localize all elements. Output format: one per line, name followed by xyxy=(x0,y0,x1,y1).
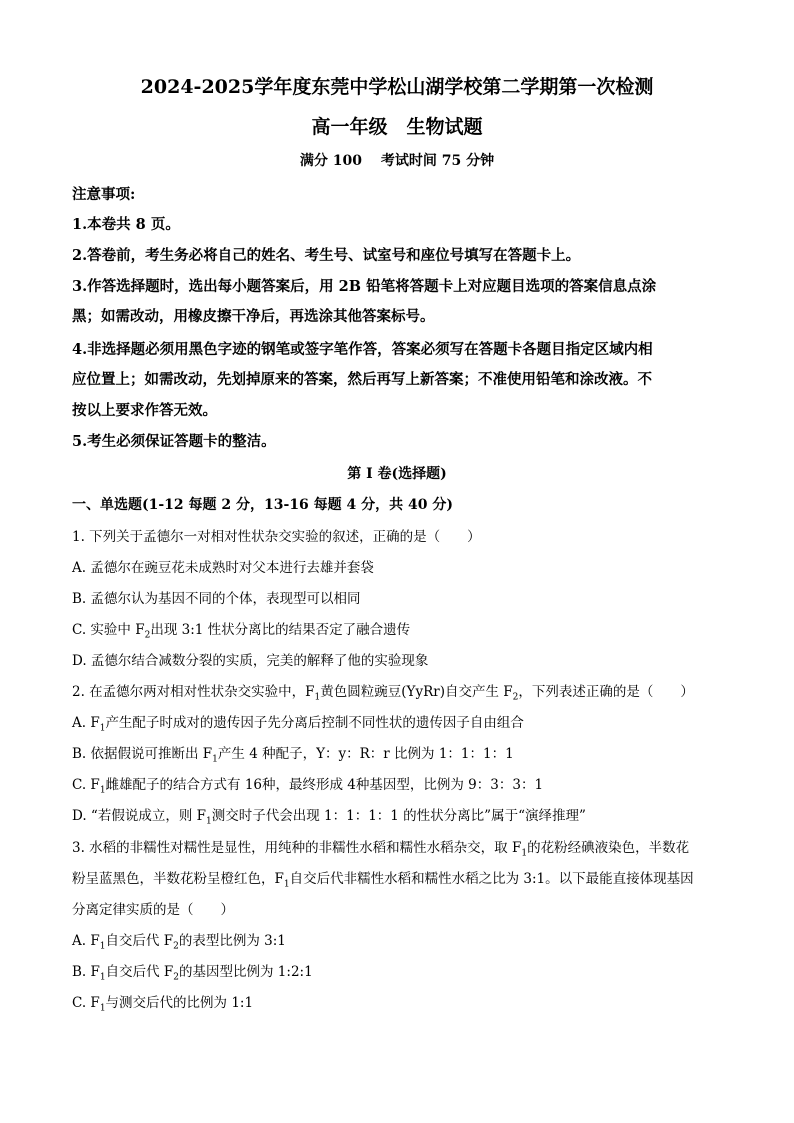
notice-line: 3.作答选择题时，选出每小题答案后，用 2B 铅笔将答题卡上对应题目选项的答案信息点涂 xyxy=(72,278,657,295)
question-2-option-a: A. $F_1$产生配子时成对的遗传因子先分离后控制不同性状的遗传因子自由组合 xyxy=(72,715,524,734)
question-3-option-a: A. $F_1$自交后代 $F_2$的表型比例为 3:1 xyxy=(72,933,286,952)
question-2-stem: 2. 在孟德尔两对相对性状杂交实验中，$F_1$黄色圆粒豌豆(YyRr)自交产生 $F_2$，下列表述正确的是（ ） xyxy=(72,684,694,703)
question-3-stem-line: 分离定律实质的是（ ） xyxy=(72,902,234,918)
section-title: 第 I 卷(选择题) xyxy=(347,466,447,482)
question-2-option-c: C. $F_1$雌雄配子的结合方式有 16种，最终形成 4种基因型，比例为 9：3：3：1 xyxy=(72,777,544,796)
notice-line: 5.考生必须保证答题卡的整洁。 xyxy=(72,433,276,450)
notice-line: 应位置上；如需改动，先划掉原来的答案，然后再写上新答案；不准使用铅笔和涂改液。不 xyxy=(72,371,652,388)
question-3-option-c: C. $F_1$与测交后代的比例为 1:1 xyxy=(72,995,254,1014)
question-2-option-d: D. “若假说成立，则 $F_1$测交时子代会出现 1：1：1：1 的性状分离比”属于“演绎推理” xyxy=(72,808,586,827)
part-heading: 一、单选题(1-12 每题 2 分，13-16 每题 4 分，共 40 分) xyxy=(72,497,454,513)
notice-line: 2.答卷前，考生务必将自己的姓名、考生号、试室号和座位号填写在答题卡上。 xyxy=(72,247,581,264)
question-2-option-b: B. 依据假说可推断出 $F_1$产生 4 种配子，Y：y：R：r 比例为 1：1：1：1 xyxy=(72,746,514,765)
exam-meta: 满分 100 考试时间 75 分钟 xyxy=(299,153,495,169)
exam-title: 2024-2025学年度东莞中学松山湖学校第二学期第一次检测 xyxy=(140,76,654,98)
notice-heading: 注意事项: xyxy=(72,186,136,203)
question-3-option-b: B. $F_1$自交后代 $F_2$的基因型比例为 1:2:1 xyxy=(72,964,313,983)
exam-subtitle: 高一年级 生物试题 xyxy=(311,116,483,138)
question-1-stem: 1. 下列关于孟德尔一对相对性状杂交实验的叙述，正确的是（ ） xyxy=(72,529,481,545)
question-1-option-a: A. 孟德尔在豌豆花未成熟时对父本进行去雄并套袋 xyxy=(72,560,374,576)
question-1-option-b: B. 孟德尔认为基因不同的个体，表现型可以相同 xyxy=(72,591,361,607)
question-1-option-d: D. 孟德尔结合减数分裂的实质，完美的解释了他的实验现象 xyxy=(72,653,429,669)
question-3-stem-line: 3. 水稻的非糯性对糯性是显性，用纯种的非糯性水稻和糯性水稻杂交，取 $F_1$的花粉经碘液染色，半数花 xyxy=(72,840,690,859)
notice-line: 4.非选择题必须用黑色字迹的钢笔或签字笔作答，答案必须写在答题卡各题目指定区域内相 xyxy=(72,341,653,358)
notice-line: 黑；如需改动，用橡皮擦干净后，再选涂其他答案标号。 xyxy=(72,308,435,325)
notice-line: 1.本卷共 8 页。 xyxy=(72,216,180,233)
question-1-option-c: C. 实验中 $F_2$出现 3:1 性状分离比的结果否定了融合遗传 xyxy=(72,622,411,641)
question-3-stem-line: 粉呈蓝黑色，半数花粉呈橙红色，$F_1$自交后代非糯性水稻和糯性水稻之比为 3:1。以下最能直接体现基因 xyxy=(72,871,694,890)
notice-line: 按以上要求作答无效。 xyxy=(72,402,217,419)
